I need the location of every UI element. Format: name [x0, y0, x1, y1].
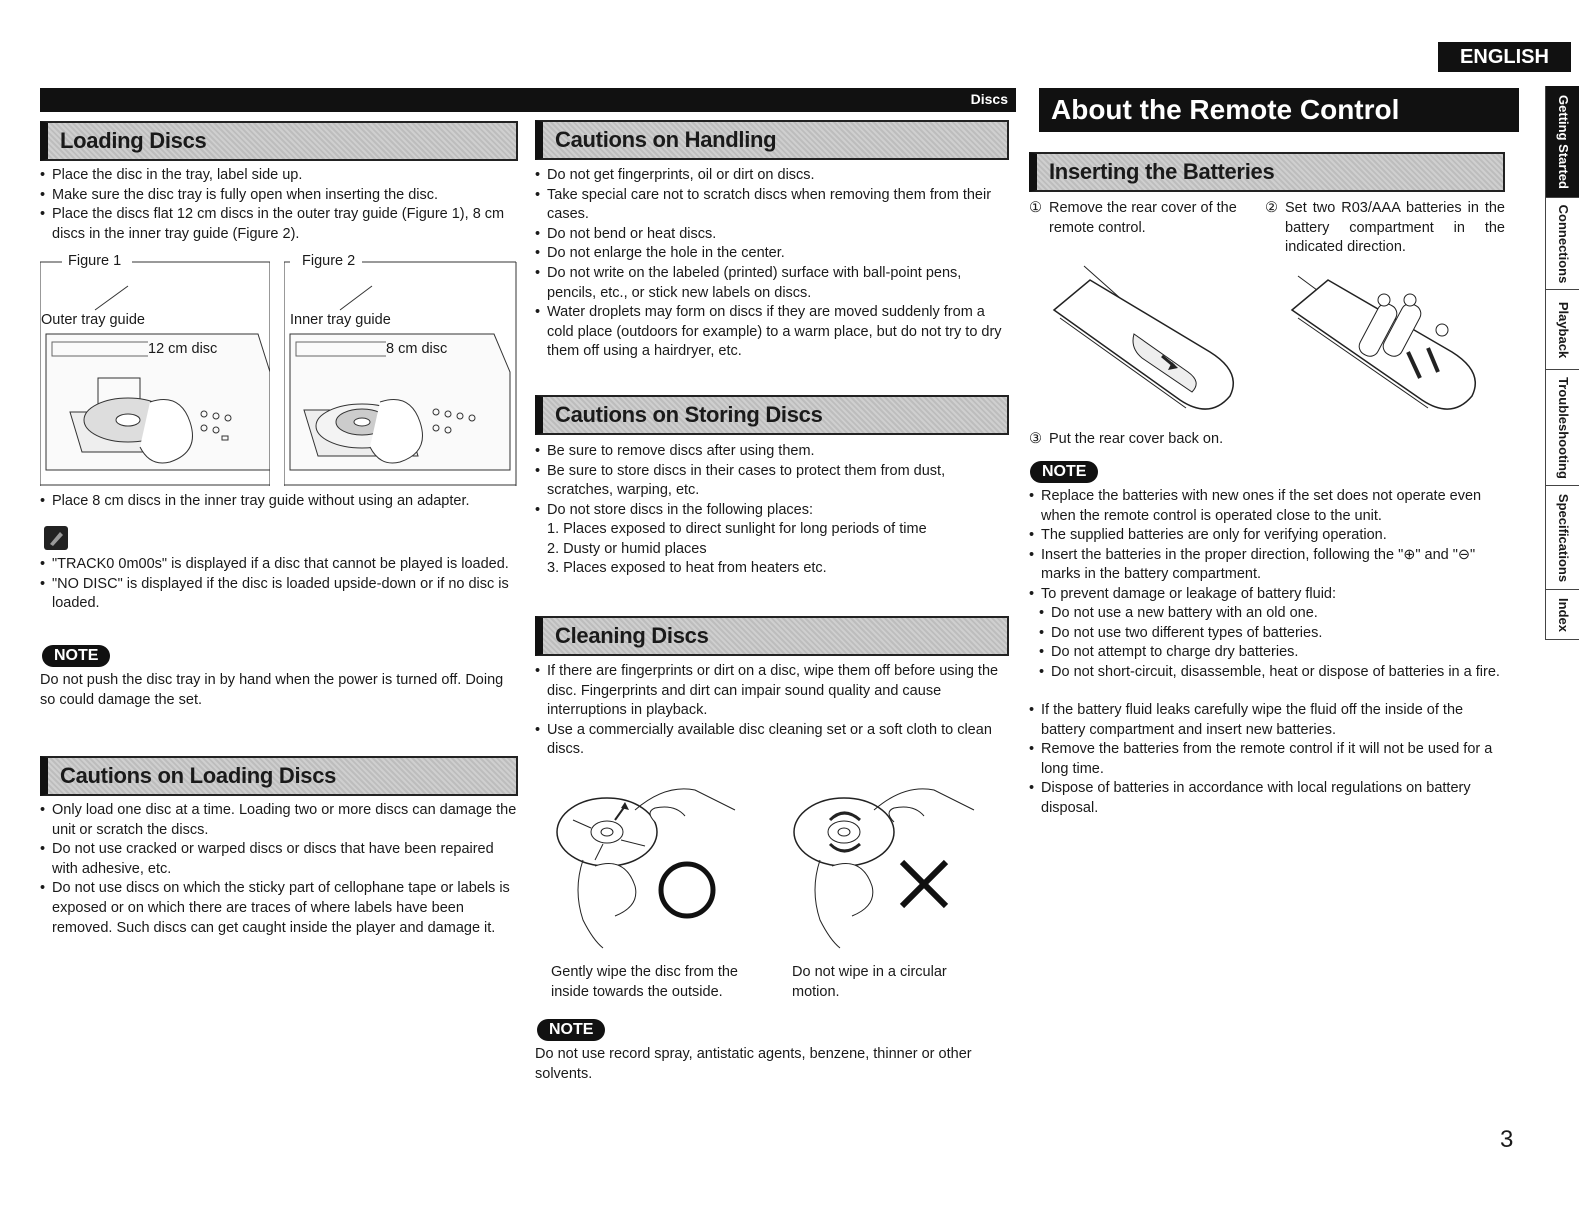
12cm-disc-label: 12 cm disc	[148, 340, 217, 360]
list-item: • Do not enlarge the hole in the center.	[535, 244, 1009, 264]
battery-sub-list	[1039, 604, 1505, 682]
remote-note-list	[1029, 487, 1505, 605]
note-text: Do not push the disc tray in by hand when the power is turned off. Doing so could damage the set.	[40, 672, 504, 708]
cautions-handling-list	[535, 166, 1009, 362]
list-item: • Do not use discs on which the sticky part of cellophane tape or labels is exposed or on which there are traces of where labels have been removed. Such discs can get caught inside the player and damage it.	[40, 879, 518, 938]
figure-1-label: Figure 1	[68, 253, 122, 269]
list-item: • Do not get fingerprints, oil or dirt on discs.	[535, 166, 1009, 186]
figure-1	[40, 252, 270, 486]
step-2-number: ②	[1265, 200, 1278, 216]
tab-playback[interactable]: Playback	[1545, 290, 1579, 370]
loading-discs-heading: Loading Discs	[40, 121, 518, 161]
list-item: • Use a commercially available disc cleaning set or a soft cloth to clean discs.	[535, 721, 1009, 760]
cautions-loading-list	[40, 801, 518, 938]
list-item: • Water droplets may form on discs if they are moved suddenly from a cold place (outdoors for example) to a warm place, but do not try to dry them off using a hairdryer, etc.	[535, 303, 1009, 362]
inserting-batteries-heading: Inserting the Batteries	[1029, 152, 1505, 192]
list-item: • To prevent damage or leakage of battery fluid:	[1029, 585, 1505, 605]
cleaning-note-text: Do not use record spray, antistatic agents, benzene, thinner or other solvents.	[535, 1046, 972, 1082]
8cm-disc-label: 8 cm disc	[386, 340, 447, 360]
cautions-handling-heading: Cautions on Handling	[535, 120, 1009, 160]
list-item: 3. Places exposed to heat from heaters etc.	[547, 560, 827, 577]
outer-tray-guide-label: Outer tray guide	[41, 312, 145, 328]
cautions-loading-heading: Cautions on Loading Discs	[40, 756, 518, 796]
remote-control-heading: About the Remote Control	[1039, 88, 1519, 132]
inner-tray-guide-label: Inner tray guide	[290, 312, 391, 328]
list-item: • Replace the batteries with new ones if the set does not operate even when the remote control is operated close to the unit.	[1029, 487, 1505, 526]
list-item: • Insert the batteries in the proper direction, following the "⊕" and "⊖" marks in the battery compartment.	[1029, 546, 1505, 585]
figure-2-frame	[284, 252, 518, 486]
caption-correct: Gently wipe the disc from the inside towards the outside.	[551, 964, 738, 1000]
list-item: • Make sure the disc tray is fully open when inserting the disc.	[40, 186, 518, 206]
list-item: • The supplied batteries are only for verifying operation.	[1029, 526, 1505, 546]
list-item: • Place the discs flat 12 cm discs in the outer tray guide (Figure 1), 8 cm discs in the inner tray guide (Figure 2).	[40, 205, 518, 244]
cautions-storing-heading: Cautions on Storing Discs	[535, 395, 1009, 435]
list-item: • "TRACK0 0m00s" is displayed if a disc that cannot be played is loaded.	[40, 555, 518, 575]
page-number: 3	[1500, 1126, 1514, 1153]
list-item: • Be sure to remove discs after using them.	[535, 442, 1009, 462]
list-item: • Do not short-circuit, disassemble, heat or dispose of batteries in a fire.	[1039, 663, 1505, 683]
tab-specifications[interactable]: Specifications	[1545, 486, 1579, 590]
list-item: • Do not use two different types of batteries.	[1039, 624, 1505, 644]
cleaning-note-badge: NOTE	[537, 1019, 605, 1041]
figure-1-frame	[40, 252, 270, 486]
list-item: • Do not bend or heat discs.	[535, 225, 1009, 245]
list-item: • Do not write on the labeled (printed) surface with ball-point pens, pencils, etc., or stick new labels on discs.	[535, 264, 1009, 303]
storing-places-list	[535, 520, 1009, 579]
section-bar	[40, 88, 1016, 112]
cautions-storing-list	[535, 442, 1009, 520]
tab-getting-started[interactable]: Getting Started	[1545, 86, 1579, 198]
step-3-number: ③	[1029, 431, 1042, 447]
step-1-text: Remove the rear cover of the remote control.	[1049, 200, 1237, 236]
list-item: • Place 8 cm discs in the inner tray guide without using an adapter.	[40, 492, 518, 512]
list-item: • "NO DISC" is displayed if the disc is loaded upside-down or if no disc is loaded.	[40, 575, 518, 614]
step-2	[1265, 199, 1505, 258]
loading-discs-list	[40, 166, 518, 244]
list-item: • Take special care not to scratch discs when removing them from their cases.	[535, 186, 1009, 225]
wipe-correct-illustration	[555, 780, 755, 950]
list-item: • If the battery fluid leaks carefully wipe the fluid off the inside of the battery compartment and insert new batteries.	[1029, 701, 1505, 740]
list-item: • Dispose of batteries in accordance with local regulations on battery disposal.	[1029, 779, 1505, 818]
step-3	[1029, 430, 1499, 450]
list-item: • Be sure to store discs in their cases to protect them from dust, scratches, warping, etc.	[535, 462, 1009, 501]
figure-2	[284, 252, 518, 486]
list-item: • Do not use a new battery with an old one.	[1039, 604, 1505, 624]
remote-after-list	[1029, 701, 1505, 819]
remote-note-badge: NOTE	[1030, 461, 1098, 483]
tab-troubleshooting[interactable]: Troubleshooting	[1545, 370, 1579, 486]
list-item: • Remove the batteries from the remote control if it will not be used for a long time.	[1029, 740, 1505, 779]
list-item: • Do not use cracked or warped discs or discs that have been repaired with adhesive, etc.	[40, 840, 518, 879]
language-tab: ENGLISH	[1438, 42, 1571, 72]
list-item: 2. Dusty or humid places	[547, 540, 707, 557]
step-2-text: Set two R03/AAA batteries in the battery compartment in the indicated direction.	[1285, 200, 1505, 256]
adapter-note-list	[40, 492, 518, 512]
cleaning-discs-heading: Cleaning Discs	[535, 616, 1009, 656]
list-item: • Place the disc in the tray, label side up.	[40, 166, 518, 186]
tab-index[interactable]: Index	[1545, 590, 1579, 640]
wipe-incorrect-illustration	[790, 780, 1000, 950]
list-item: • If there are fingerprints or dirt on a disc, wipe them off before using the disc. Fingerprints and dirt can impair sound quality and cause interruptions in playback.	[535, 662, 1009, 721]
list-item: • Do not store discs in the following places:	[535, 501, 1009, 521]
note-badge: NOTE	[42, 645, 110, 667]
step-1-number: ①	[1029, 200, 1042, 216]
figure-2-label: Figure 2	[302, 253, 356, 269]
step-3-text: Put the rear cover back on.	[1049, 431, 1224, 447]
caption-incorrect: Do not wipe in a circular motion.	[792, 964, 947, 1000]
memo-list	[40, 555, 518, 614]
list-item: • Do not attempt to charge dry batteries.	[1039, 643, 1505, 663]
list-item: • Only load one disc at a time. Loading two or more discs can damage the unit or scratch the discs.	[40, 801, 518, 840]
list-item: 1. Places exposed to direct sunlight for long periods of time	[547, 521, 927, 537]
tab-connections[interactable]: Connections	[1545, 198, 1579, 290]
step-1	[1029, 199, 1259, 238]
remote-cover-illustration	[1050, 262, 1240, 422]
cleaning-discs-list	[535, 662, 1009, 760]
memo-icon	[44, 526, 68, 550]
remote-batteries-illustration	[1288, 262, 1484, 422]
section-bar-label: Discs	[970, 91, 1008, 107]
